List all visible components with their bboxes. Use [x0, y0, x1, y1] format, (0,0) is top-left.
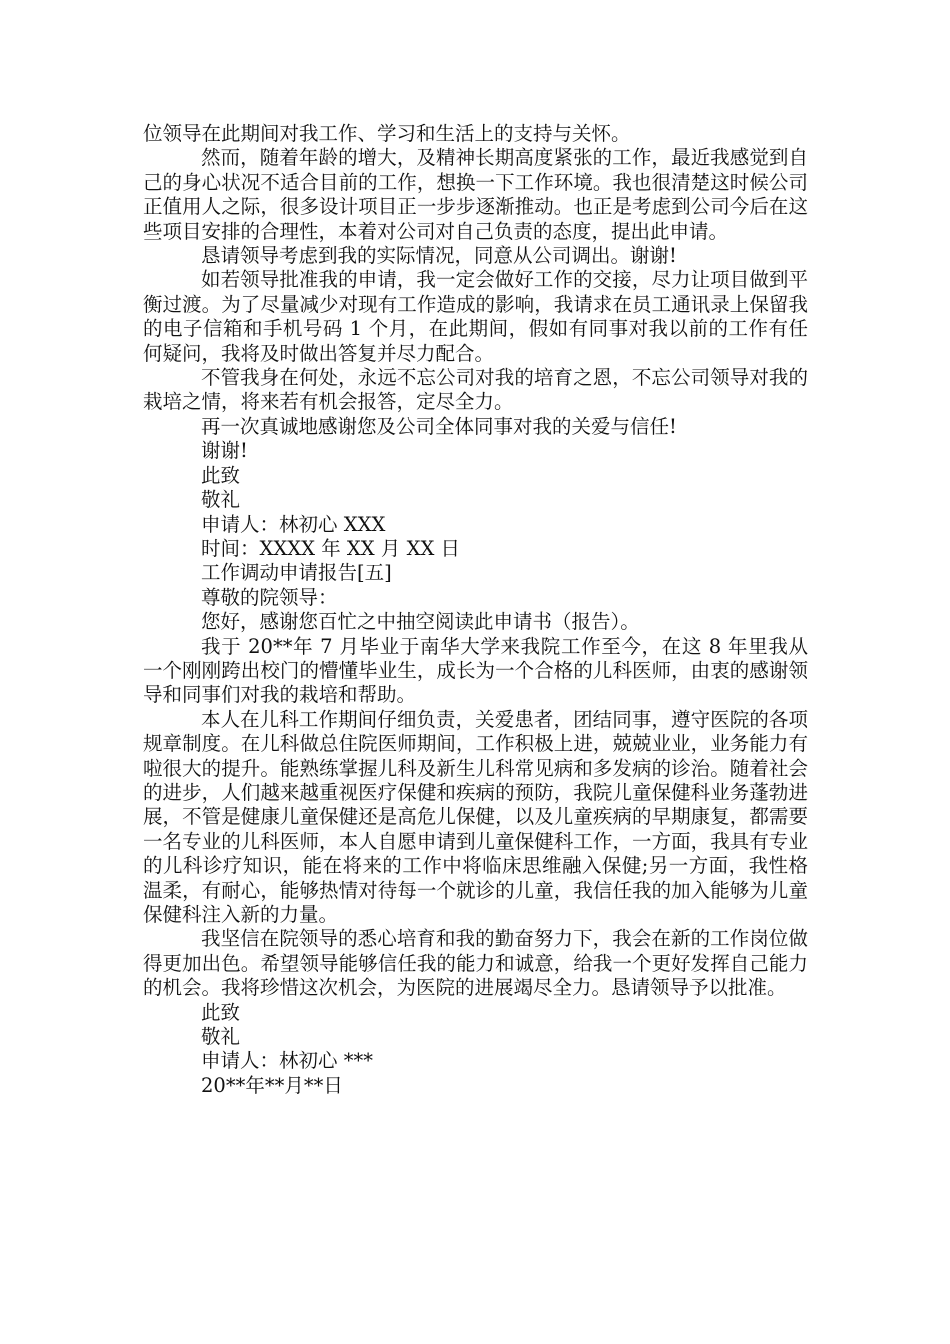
- paragraph: 我于 20**年 7 月毕业于南华大学来我院工作至今，在这 8 年里我从一个刚刚跨出校门的懵懂毕业生，成长为一个合格的儿科医师，由衷的感谢领导和同事们对我的栽培和帮助。: [143, 634, 808, 707]
- paragraph: 本人在儿科工作期间仔细负责，关爱患者，团结同事，遵守医院的各项规章制度。在儿科做总住院医师期间，工作积极上进，兢兢业业，业务能力有啦很大的提升。能熟练掌握儿科及新生儿科常见病和多发病的诊治。随着社会的进步，人们越来越重视医疗保健和疾病的预防，我院儿童保健科业务蓬勃进展，不管是健康儿童保健还是高危儿保健，以及儿童疾病的早期康复，都需要一名专业的儿科医师，本人自愿申请到儿童保健科工作，一方面，我具有专业的儿科诊疗知识，能在将来的工作中将临床思维融入保健;另一方面，我性格温柔，有耐心，能够热情对待每一个就诊的儿童，我信任我的加入能够为儿童保健科注入新的力量。: [143, 707, 808, 926]
- salutation-line: 尊敬的院领导：: [201, 585, 338, 609]
- closing-line: 敬礼: [201, 1025, 241, 1049]
- document-body: [143, 122, 808, 1098]
- greeting-line: 您好，感谢您百忙之中抽空阅读此申请书（报告）。: [201, 610, 640, 634]
- applicant-line: 申请人：林初心 ***: [201, 1049, 373, 1073]
- date-line: 20**年**月**日: [201, 1073, 343, 1097]
- paragraph: 不管我身在何处，永远不忘公司对我的培育之恩，不忘公司领导对我的栽培之情，将来若有机会报答，定尽全力。: [143, 366, 808, 414]
- paragraph: 我坚信在院领导的悉心培育和我的勤奋努力下，我会在新的工作岗位做得更加出色。希望领导能够信任我的能力和诚意，给我一个更好发挥自己能力的机会。我将珍惜这次机会，为医院的进展竭尽全力。恳请领导予以批准。: [143, 927, 808, 1000]
- closing-line: 此致: [201, 1000, 241, 1024]
- date-line: 时间：XXXX 年 XX 月 XX 日: [201, 536, 461, 560]
- closing-line: 此致: [201, 463, 241, 487]
- section-title: 工作调动申请报告[五]: [201, 561, 392, 585]
- paragraph: 位领导在此期间对我工作、学习和生活上的支持与关怀。: [143, 122, 631, 145]
- applicant-line: 申请人：林初心 XXX: [201, 512, 386, 536]
- text-line: 谢谢!: [201, 439, 248, 463]
- closing-line: 敬礼: [201, 488, 241, 512]
- text-line: 恳请领导考虑到我的实际情况，同意从公司调出。谢谢!: [201, 244, 677, 268]
- paragraph: 然而，随着年龄的增大，及精神长期高度紧张的工作，最近我感觉到自己的身心状况不适合目前的工作，想换一下工作环境。我也很清楚这时候公司正值用人之际，很多设计项目正一步步逐渐推动。也正是考虑到公司今后在这些项目安排的合理性，本着对公司对自己负责的态度，提出此申请。: [143, 146, 808, 243]
- paragraph: 如若领导批准我的申请，我一定会做好工作的交接，尽力让项目做到平衡过渡。为了尽量减少对现有工作造成的影响，我请求在员工通讯录上保留我的电子信箱和手机号码 1 个月，在此期间，假如有同事对我以前的工作有任何疑问，我将及时做出答复并尽力配合。: [143, 268, 808, 365]
- text-line: 再一次真诚地感谢您及公司全体同事对我的关爱与信任!: [201, 414, 677, 438]
